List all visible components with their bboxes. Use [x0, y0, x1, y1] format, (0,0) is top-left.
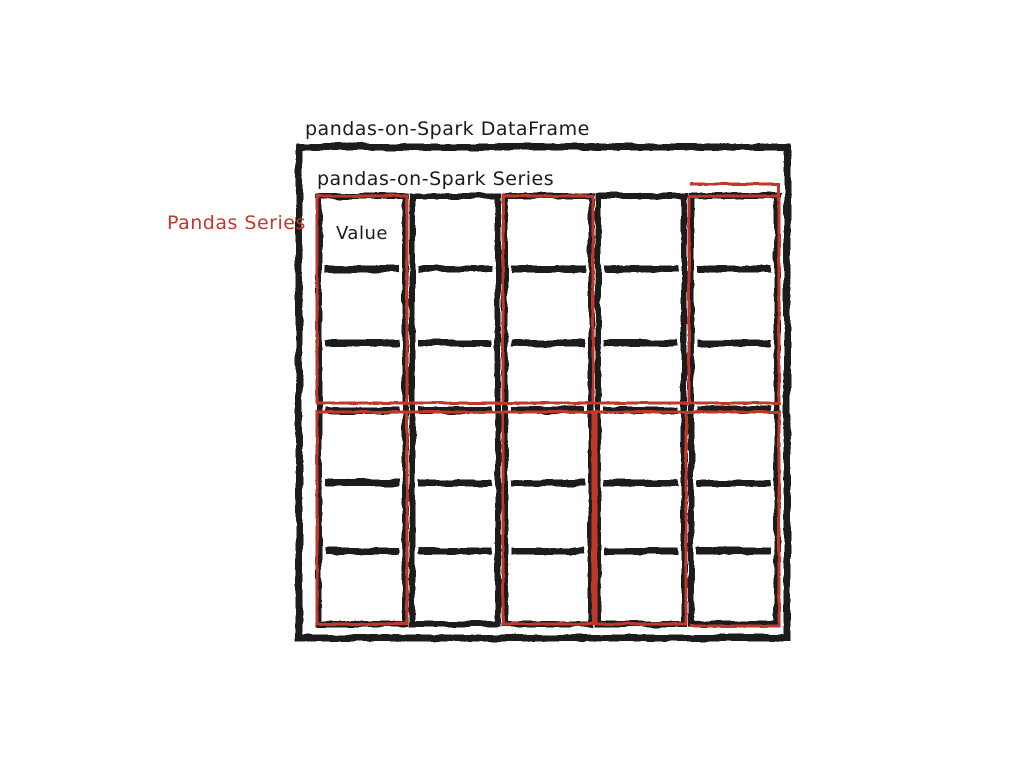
spark-series-highlight-column-4 [596, 412, 686, 624]
series-column-3 [505, 196, 591, 624]
series-column-4 [598, 196, 684, 624]
dataframe-row-highlight-lower [317, 412, 779, 626]
value-cell-label: Value [336, 223, 388, 244]
pandas-series-highlight-2 [317, 412, 407, 624]
spark-series-label: pandas-on-Spark Series [317, 168, 555, 190]
series-column-1 [319, 196, 405, 624]
dataframe-outer-box [299, 147, 787, 638]
dataframe-title-label: pandas-on-Spark DataFrame [305, 118, 590, 140]
series-column-2 [412, 196, 498, 624]
pandas-series-label: Pandas Series [167, 212, 306, 234]
dataframe-row-highlight-upper [317, 184, 779, 403]
dataframe-row-highlight-column-5 [689, 196, 779, 403]
series-column-5 [691, 196, 777, 624]
